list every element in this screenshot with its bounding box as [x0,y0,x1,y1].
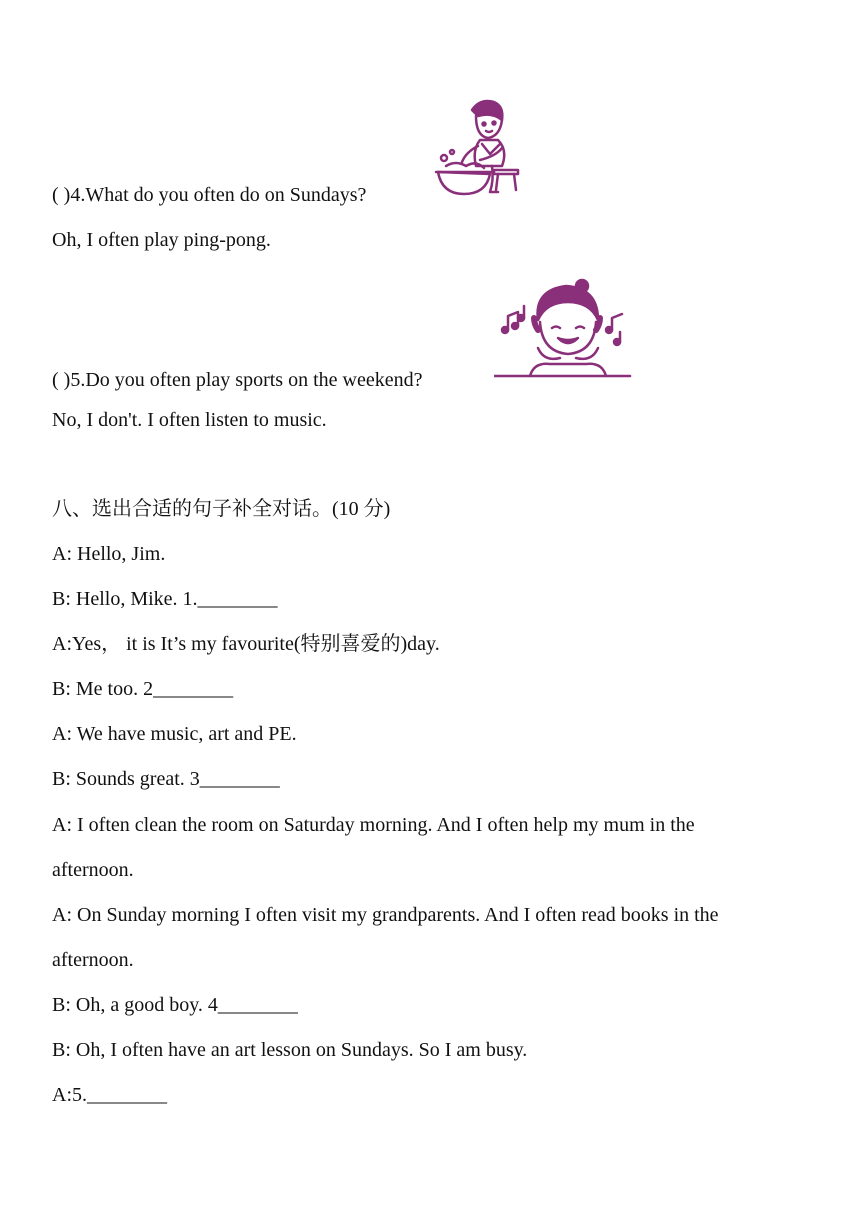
dialogue-line: afternoon. [52,949,134,971]
question-text: 4.What do you often do on Sundays? [70,184,367,206]
question-5 [52,368,422,392]
dialogue-line: B: Oh, a good boy. 4________ [52,994,298,1016]
dialogue-line: afternoon. [52,859,134,881]
dialogue-line: B: Oh, I often have an art lesson on Sundays. So I am busy. [52,1039,528,1061]
dialogue-line: B: Sounds great. 3________ [52,768,280,790]
dialogue-line: B: Hello, Mike. 1.________ [52,588,278,610]
answer-5: No, I don't. I often listen to music. [52,409,327,431]
dialogue-line: A:Yes， it is It’s my favourite(特别喜爱的)day. [52,633,440,655]
dialogue-line: A: I often clean the room on Saturday morning. And I often help my mum in the [52,814,695,836]
section-heading: 八、选出合适的句子补全对话。(10 分) [52,498,391,520]
boy-washing-clothes-icon [432,94,524,204]
dialogue-line: A: On Sunday morning I often visit my grandparents. And I often read books in the [52,904,719,926]
dialogue-line: A: Hello, Jim. [52,543,166,565]
answer-4: Oh, I often play ping-pong. [52,229,271,251]
dialogue-line: B: Me too. 2________ [52,678,234,700]
question-text: 5.Do you often play sports on the weekend? [70,369,423,391]
girl-listening-music-icon [494,272,634,390]
dialogue-line: A: We have music, art and PE. [52,723,297,745]
answer-paren: ( ) [52,184,71,206]
answer-paren: ( ) [52,369,71,391]
question-4 [52,183,366,207]
dialogue-line: A:5.________ [52,1084,167,1106]
